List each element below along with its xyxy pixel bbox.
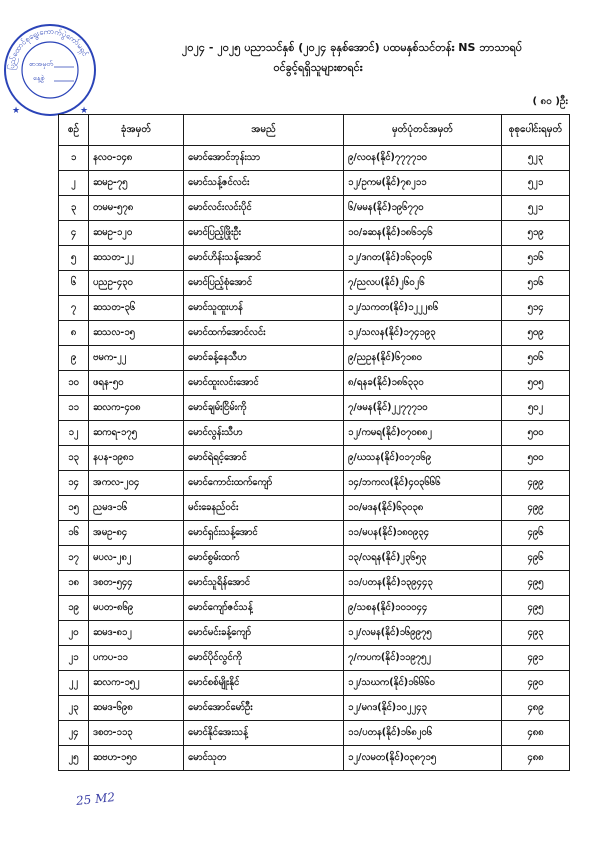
- cell-nrc: ၇/ကပက(နိုင်)၁၁၉၇၅၂: [344, 646, 502, 671]
- cell-score: ၄၈၈: [502, 721, 570, 746]
- cell-nrc: ၉/ညဥန(နိုင်)၆၇၁၈၀: [344, 346, 502, 371]
- cell-name: မောင်လင်းလင်းပိုင်: [184, 196, 344, 221]
- cell-score: ၄၉၉: [502, 471, 570, 496]
- cell-nrc: ၁၀/ခဆန(နိုင်)၁၈၆၁၄၆: [344, 221, 502, 246]
- cell-roll: ဒစတ-၅၄၄: [89, 571, 184, 596]
- cell-score: ၄၉၅: [502, 596, 570, 621]
- table-row: [59, 246, 570, 271]
- cell-no: ၁၈: [59, 571, 89, 596]
- cell-nrc: ၁၂/မဂဒ(နိုင်)၁၀၂၂၄၃: [344, 696, 502, 721]
- cell-roll: တမမ-၅၇၈: [89, 196, 184, 221]
- table-row: [59, 696, 570, 721]
- cell-no: ၁၅: [59, 496, 89, 521]
- cell-roll: ဗမက-၂၂: [89, 346, 184, 371]
- cell-no: ၁၂: [59, 421, 89, 446]
- cell-roll: ဆကရ-၁၇၅: [89, 421, 184, 446]
- cell-score: ၄၉၁: [502, 646, 570, 671]
- cell-name: မောင်ဟိန်းသန့်အောင်: [184, 246, 344, 271]
- cell-name: မောင်ပြည့်ဖြိုးဦး: [184, 221, 344, 246]
- table-row: [59, 671, 570, 696]
- cell-roll: ပညဥ-၄၃၀: [89, 271, 184, 296]
- cell-roll: ဆမဥ-၁၂၀: [89, 221, 184, 246]
- cell-score: ၅၁၄: [502, 296, 570, 321]
- cell-score: ၅၁၉: [502, 221, 570, 246]
- cell-name: မောင်သန့်ဇင်လင်း: [184, 171, 344, 196]
- cell-no: ၂: [59, 171, 89, 196]
- cell-score: ၄၉၃: [502, 621, 570, 646]
- cell-name: မောင်ခန့်နေသီဟ: [184, 346, 344, 371]
- stamp-star-icon: ★: [12, 106, 21, 116]
- cell-name: မောင်ရှင်းသန့်အောင်: [184, 521, 344, 546]
- cell-name: မောင်အောင်မော်ဦး: [184, 696, 344, 721]
- cell-nrc: ၇/ဖမန(နိုင်)၂၂၇၇၇၁၀: [344, 396, 502, 421]
- cell-name: မောင်မင်းခန့်ကျော်: [184, 621, 344, 646]
- cell-name: မင်းခေနည်ဝင်း: [184, 496, 344, 521]
- cell-name: မောင်ရဲရင့်အောင်: [184, 446, 344, 471]
- cell-score: ၅၀၆: [502, 346, 570, 371]
- cell-no: ၉: [59, 346, 89, 371]
- table-row: [59, 596, 570, 621]
- table-row: [59, 546, 570, 571]
- cell-score: ၄၉၀: [502, 671, 570, 696]
- cell-no: ၄: [59, 221, 89, 246]
- cell-name: မောင်သုတ: [184, 746, 344, 771]
- cell-nrc: ၈/ရနခ(နိုင်)၁၈၆၃၃၀: [344, 371, 502, 396]
- cell-score: ၄၈၈: [502, 746, 570, 771]
- cell-roll: ဒစတ-၁၁၃: [89, 721, 184, 746]
- cell-roll: ပကပ-၁၁: [89, 646, 184, 671]
- cell-no: ၁၀: [59, 371, 89, 396]
- table-row: [59, 171, 570, 196]
- table-row: [59, 646, 570, 671]
- table-row: [59, 621, 570, 646]
- cell-name: မောင်ချမ်းငြိမ်းကို: [184, 396, 344, 421]
- cell-no: ၂၀: [59, 621, 89, 646]
- cell-roll: နလဝ-၁၄၈: [89, 146, 184, 171]
- table-header-row: [59, 115, 570, 146]
- cell-no: ၁၁: [59, 396, 89, 421]
- handwritten-note: 25 M2: [75, 789, 116, 809]
- table-row: [59, 746, 570, 771]
- cell-score: ၄၈၉: [502, 696, 570, 721]
- cell-no: ၆: [59, 271, 89, 296]
- cell-nrc: ၉/သစန(နိုင်)၁၀၁၀၄၄: [344, 596, 502, 621]
- cell-nrc: ၁၂/ကမရ(နိုင်)၀၇၀၈၈၂: [344, 421, 502, 446]
- office-stamp: [2, 22, 98, 118]
- table-row: [59, 196, 570, 221]
- cell-no: ၂၁: [59, 646, 89, 671]
- cell-nrc: ၁၂/လမတ(နိုင်)၀၃၈၇၁၅: [344, 746, 502, 771]
- table-row: [59, 496, 570, 521]
- document-title: ၂၀၂၄ - ၂၀၂၅ ပညာသင်နှစ် (၂၀၂၄ ခုနှစ်အောင်) ပထမနှစ်သင်တန်း NS ဘာသာရပ်: [181, 41, 523, 54]
- table-row: [59, 446, 570, 471]
- cell-no: ၁၆: [59, 521, 89, 546]
- cell-score: ၅၀၅: [502, 371, 570, 396]
- column-header-no: စဉ်: [59, 115, 89, 146]
- table-row: [59, 471, 570, 496]
- cell-name: မောင်စစ်မျိုးနိုင်: [184, 671, 344, 696]
- cell-no: ၈: [59, 321, 89, 346]
- cell-roll: ဆလက-၁၅၂: [89, 671, 184, 696]
- cell-score: ၄၉၆: [502, 546, 570, 571]
- cell-score: ၄၉၉: [502, 496, 570, 521]
- cell-roll: မပလ-၂၈၂: [89, 546, 184, 571]
- cell-name: မောင်ထက်အောင်လင်း: [184, 321, 344, 346]
- cell-name: မောင်နိုင်အေးသန့်: [184, 721, 344, 746]
- table-row: [59, 221, 570, 246]
- cell-score: ၅၀၀: [502, 446, 570, 471]
- cell-name: မောင်လွန်းသီဟ: [184, 421, 344, 446]
- cell-score: ၅၂၁: [502, 196, 570, 221]
- cell-roll: ဆလက-၄၀၈: [89, 396, 184, 421]
- cell-score: ၄၉၆: [502, 521, 570, 546]
- cell-roll: နပန-၁၉၈၁: [89, 446, 184, 471]
- cell-no: ၃: [59, 196, 89, 221]
- table-body: [59, 146, 570, 771]
- cell-nrc: ၁၂/ဥကမ(နိုင်)၇၈၂၁၁: [344, 171, 502, 196]
- column-header-nrc: မှတ်ပုံတင်အမှတ်: [344, 115, 502, 146]
- stamp-field-1: စာအမှတ်: [29, 60, 54, 68]
- cell-no: ၂၂: [59, 671, 89, 696]
- cell-no: ၂၃: [59, 696, 89, 721]
- table-row: [59, 421, 570, 446]
- cell-score: ၄၉၅: [502, 571, 570, 596]
- cell-no: ၅: [59, 246, 89, 271]
- cell-nrc: ၁၂/သဃက(နိုင်)၁၆၆၆၀: [344, 671, 502, 696]
- cell-name: မောင်သူရိန်အောင်: [184, 571, 344, 596]
- admission-table: [58, 114, 570, 771]
- cell-roll: အကလ-၂၀၄: [89, 471, 184, 496]
- table-row: [59, 271, 570, 296]
- cell-no: ၇: [59, 296, 89, 321]
- cell-nrc: ၉/လဝန(နိုင်)၇၇၇၇၁၀: [344, 146, 502, 171]
- cell-score: ၅၁၆: [502, 246, 570, 271]
- cell-nrc: ၁၂/ဒဂတ(နိုင်)၁၆၃၀၄၆: [344, 246, 502, 271]
- cell-nrc: ၆/မမန(နိုင်)၁၉၆၇၇၀: [344, 196, 502, 221]
- cell-roll: ဆသတ-၃၆: [89, 296, 184, 321]
- cell-no: ၁၄: [59, 471, 89, 496]
- cell-nrc: ၇/ညလပ(နိုင်)၂၆၀၂၆: [344, 271, 502, 296]
- cell-nrc: ၁၂/လမန(နိုင်)၁၆၉၉၇၅: [344, 621, 502, 646]
- table-row: [59, 296, 570, 321]
- cell-roll: ဆသလ-၁၅: [89, 321, 184, 346]
- cell-roll: အမဥ-၈၄: [89, 521, 184, 546]
- cell-score: ၅၀၀: [502, 421, 570, 446]
- cell-no: ၂၅: [59, 746, 89, 771]
- cell-no: ၁: [59, 146, 89, 171]
- cell-nrc: ၁၂/သလန(နိုင်)၁၇၄၁၉၃: [344, 321, 502, 346]
- total-count: ( ၈၀ )ဦး: [532, 96, 568, 107]
- cell-nrc: ၁၁/ပတန(နိုင်)၁၆၈၂၀၆: [344, 721, 502, 746]
- document-subtitle: ဝင်ခွင့်ရရှိသူများစာရင်း: [273, 61, 363, 74]
- cell-no: ၁၇: [59, 546, 89, 571]
- cell-nrc: ၁၁/မပန(နိုင်)၁၈၀၉၃၄: [344, 521, 502, 546]
- cell-roll: ဆသတ-၂၂: [89, 246, 184, 271]
- cell-name: မောင်ပြည့်စုံအောင်: [184, 271, 344, 296]
- cell-nrc: ၁၃/လရန(နိုင်)၂၃၆၅၃: [344, 546, 502, 571]
- cell-name: မောင်သူထူးဟန်: [184, 296, 344, 321]
- cell-nrc: ၁၄/ဘကလ(နိုင်)၄၀၃၆၆၆: [344, 471, 502, 496]
- table-row: [59, 321, 570, 346]
- column-header-name: အမည်: [184, 115, 344, 146]
- stamp-ring-text: ပြည်ထောင်စုရွေးကောက်ပွဲကော်မရှင်: [6, 26, 90, 71]
- table-row: [59, 571, 570, 596]
- stamp-star-icon: ★: [80, 106, 89, 116]
- cell-name: မောင်အောင်ဘုန်းသာ: [184, 146, 344, 171]
- cell-score: ၅၀၉: [502, 321, 570, 346]
- cell-name: မောင်ပိုင်လွင်ကို: [184, 646, 344, 671]
- table-row: [59, 521, 570, 546]
- cell-roll: ဖရန-၅၀: [89, 371, 184, 396]
- cell-roll: ဆမဒ-၆၉၈: [89, 696, 184, 721]
- cell-roll: ဆမဒ-၈၁၂: [89, 621, 184, 646]
- cell-score: ၅၀၂: [502, 396, 570, 421]
- table-row: [59, 721, 570, 746]
- cell-roll: ဆမဥ-၇၅: [89, 171, 184, 196]
- table-row: [59, 146, 570, 171]
- cell-no: ၁၃: [59, 446, 89, 471]
- cell-score: ၅၁၆: [502, 271, 570, 296]
- stamp-field-2: နေ့စွဲ: [33, 74, 45, 82]
- cell-name: မောင်ကျော်ဇင်သန့်: [184, 596, 344, 621]
- cell-roll: ညမဒ-၁၆: [89, 496, 184, 521]
- table-row: [59, 396, 570, 421]
- cell-nrc: ၁၂/သကတ(နိုင်)၁၂၂၂၈၆: [344, 296, 502, 321]
- cell-name: မောင်စွမ်းထက်: [184, 546, 344, 571]
- table-row: [59, 346, 570, 371]
- cell-roll: မပတ-၈၆၉: [89, 596, 184, 621]
- cell-nrc: ၉/ဃသန(နိုင်)၀၁၇၁၆၉: [344, 446, 502, 471]
- table-row: [59, 371, 570, 396]
- column-header-score: စုစုပေါင်းရမှတ်: [502, 115, 570, 146]
- cell-nrc: ၁၁/ပတန(နိုင်)၁၃၉၄၄၃: [344, 571, 502, 596]
- cell-name: မောင်ထူးလင်းအောင်: [184, 371, 344, 396]
- cell-nrc: ၁၀/မဒန(နိုင်)၆၃၀၃၈: [344, 496, 502, 521]
- cell-roll: ဆဗဟ-၁၅၀: [89, 746, 184, 771]
- cell-name: မောင်ကောင်းထက်ကျော်: [184, 471, 344, 496]
- cell-no: ၁၉: [59, 596, 89, 621]
- cell-no: ၂၄: [59, 721, 89, 746]
- cell-score: ၅၂၁: [502, 171, 570, 196]
- column-header-roll: ခုံအမှတ်: [89, 115, 184, 146]
- cell-score: ၅၂၃: [502, 146, 570, 171]
